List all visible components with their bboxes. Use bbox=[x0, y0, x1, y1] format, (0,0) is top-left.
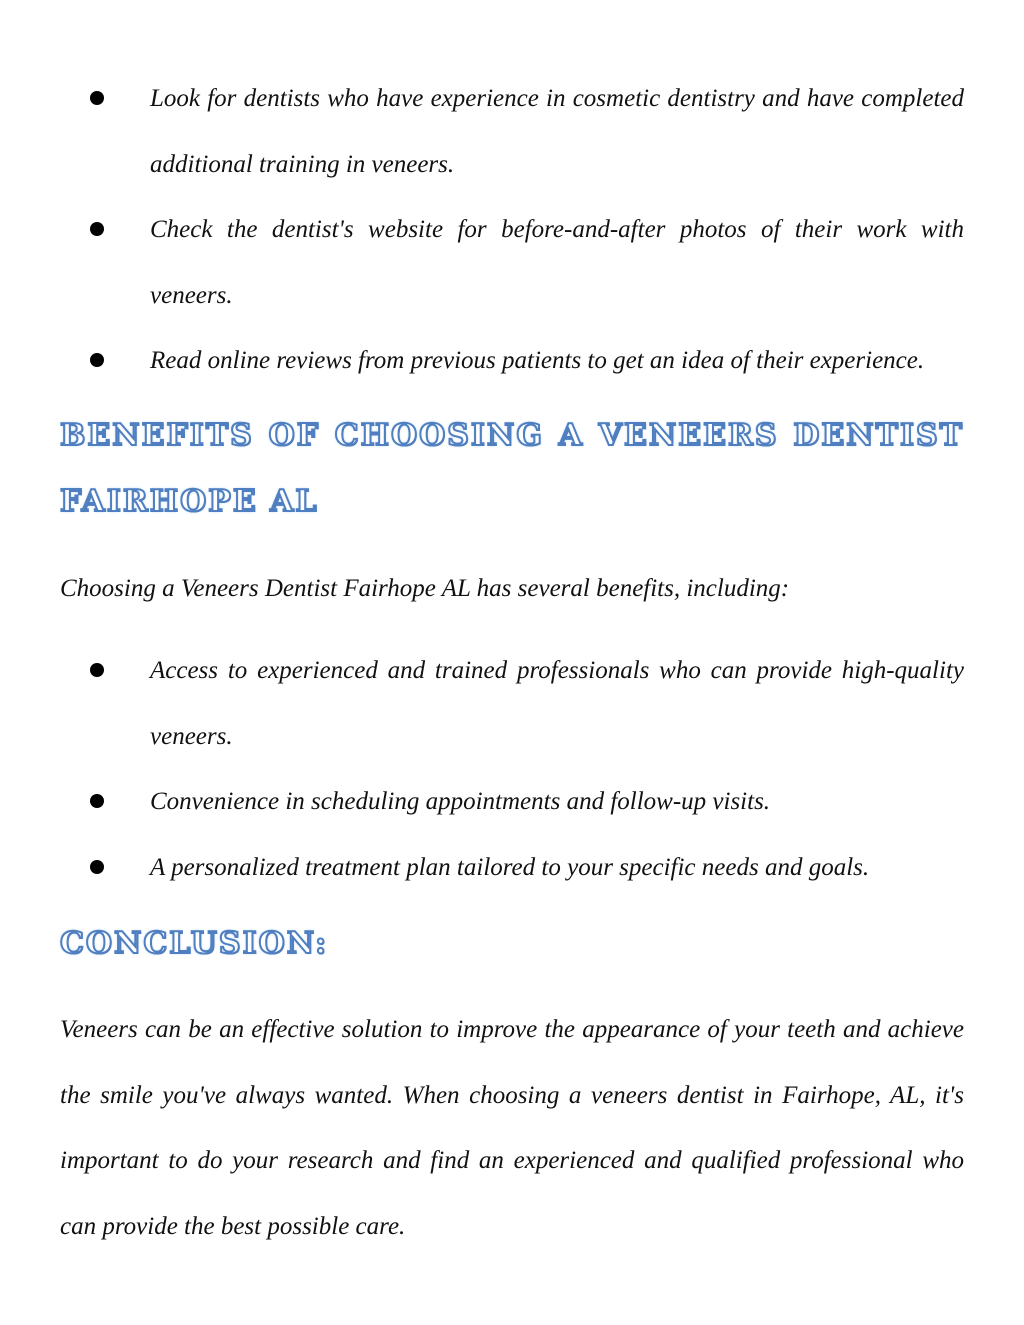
list-item-text: Convenience in scheduling appointments and follow-up visits. bbox=[150, 788, 771, 815]
conclusion-body: Veneers can be an effective solution to improve the appearance of your teeth and achieve the smile you've always wanted. When choosing a veneers dentist in Fairhope, AL, it's important to do your research and find an experienced and qualified professional who can provide the best possible care. bbox=[60, 1016, 964, 1240]
list-item bbox=[0, 835, 1024, 901]
bullet-icon bbox=[90, 860, 104, 874]
list-item-text: Look for dentists who have experience in cosmetic dentistry and have completed additional training in veneers. bbox=[150, 85, 964, 178]
bullet-icon bbox=[90, 794, 104, 808]
list-item bbox=[0, 197, 1024, 328]
conclusion-heading: CONCLUSION: bbox=[60, 926, 329, 961]
list-item-text: Read online reviews from previous patients to get an idea of their experience. bbox=[150, 347, 925, 374]
benefits-intro: Choosing a Veneers Dentist Fairhope AL has several benefits, including: bbox=[60, 575, 790, 602]
list-item bbox=[0, 66, 1024, 197]
list-item-text: Check the dentist's website for before-and-after photos of their work with veneers. bbox=[150, 216, 964, 309]
bullet-icon bbox=[90, 222, 104, 236]
list-item bbox=[0, 328, 1024, 394]
list-item bbox=[0, 638, 1024, 769]
bullet-icon bbox=[90, 91, 104, 105]
list-item bbox=[0, 769, 1024, 835]
list-item-text: A personalized treatment plan tailored to your specific needs and goals. bbox=[150, 853, 870, 881]
list-item-text: Access to experienced and trained professionals who can provide high-quality veneers. bbox=[150, 657, 964, 750]
bullet-icon bbox=[90, 663, 104, 677]
bullet-icon bbox=[90, 353, 104, 367]
tips-list bbox=[0, 66, 1024, 394]
benefits-list bbox=[0, 638, 1024, 900]
benefits-heading: BENEFITS OF CHOOSING A VENEERS DENTIST FAIRHOPE AL bbox=[60, 418, 964, 519]
